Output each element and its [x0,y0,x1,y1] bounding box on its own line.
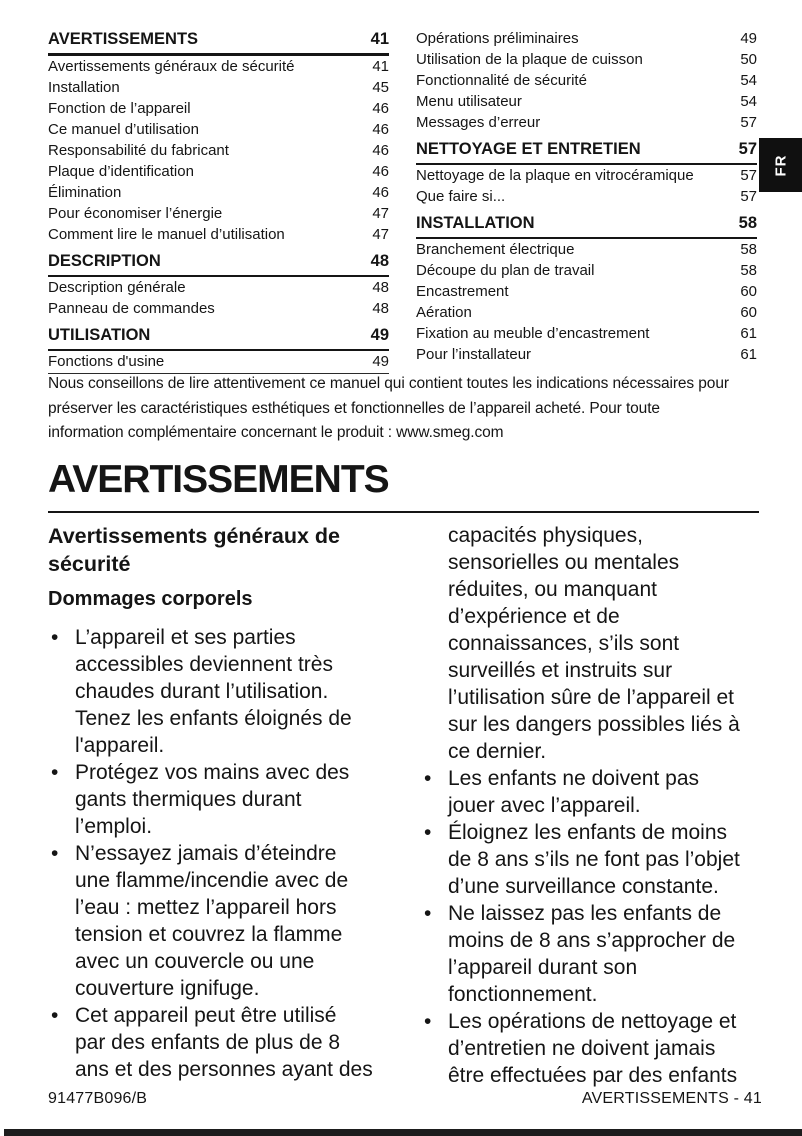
text-line: • Éloignez les enfants de moins [448,821,727,844]
toc-entry-label: Aération [416,304,472,321]
toc-entry-label: Fixation au meuble d’encastrement [416,325,650,342]
toc-entry [48,203,389,224]
bullet-item [48,624,393,759]
toc-entry-page-number: 46 [372,184,389,201]
toc-entry-label: Opérations préliminaires [416,30,579,47]
toc-entry-page-number: 47 [372,226,389,243]
toc-entry-page-number: 57 [740,188,757,205]
toc-entry-page-number: 61 [740,325,757,342]
toc-entry [48,119,389,140]
toc-entry-page-number: 46 [372,100,389,117]
bullet-list [48,624,393,1083]
toc-entry-label: NETTOYAGE ET ENTRETIEN [416,140,641,158]
toc-section-header [48,250,389,277]
toc-entry-label: Utilisation de la plaque de cuisson [416,51,643,68]
toc-entry-label: Plaque d’identification [48,163,194,180]
toc-entry [416,70,757,91]
toc-entry-label: Responsabilité du fabricant [48,142,229,159]
toc-entry-page-number: 54 [740,72,757,89]
toc-entry-label: AVERTISSEMENTS [48,30,199,48]
toc-entry-page-number: 45 [372,79,389,96]
body-column-right [421,522,762,1089]
text-line: de 8 ans s’ils ne font pas l’objet [448,848,740,871]
text-line: l’appareil durant son [448,956,638,979]
toc-entry-label: Panneau de commandes [48,300,215,317]
toc-entry [48,98,389,119]
toc-entry [48,77,389,98]
bullet-item [421,819,762,900]
text-line: avec un couvercle ou une [75,950,315,973]
toc-entry-label: Fonctions d'usine [48,353,165,370]
text-line: • N’essayez jamais d’éteindre [75,842,337,865]
text-line: capacités physiques, [448,524,643,547]
text-line: fonctionnement. [448,983,598,1006]
text-line: préserver les caractéristiques esthétiques et fonctionnelles de l’appareil acheté. Pour toute [48,399,660,417]
toc-entry-page-number: 46 [372,121,389,138]
text-line: tension et couvrez la flamme [75,923,343,946]
toc-entry [416,239,757,260]
page-title: AVERTISSEMENTS [48,458,759,513]
toc-entry-label: Découpe du plan de travail [416,262,595,279]
body-text [48,522,762,1089]
text-line: l’eau : mettez l’appareil hors [75,896,337,919]
bottom-bar [4,1129,802,1136]
toc-entry [416,112,757,133]
toc-entry-page-number: 57 [740,114,757,131]
toc-entry [416,260,757,281]
text-line: • Cet appareil peut être utilisé [75,1004,337,1027]
toc-entry-page-number: 57 [738,140,757,158]
toc-entry-page-number: 46 [372,163,389,180]
toc-entry [48,298,389,319]
text-line: l’emploi. [75,815,153,838]
text-line: • Les opérations de nettoyage et [448,1010,737,1033]
toc-entry [416,49,757,70]
toc-entry-page-number: 61 [740,346,757,363]
toc-entry-page-number: 58 [738,214,757,232]
toc-entry-page-number: 60 [740,283,757,300]
section-heading [48,522,393,578]
bullet-item [48,840,393,1002]
text-line: une flamme/incendie avec de [75,869,349,892]
text-line: Tenez les enfants éloignés de [75,707,352,730]
text-line: • L’appareil et ses parties [75,626,296,649]
toc-entry [48,140,389,161]
text-line: d’expérience et de [448,605,620,628]
text-line: chaudes durant l’utilisation. [75,680,329,703]
language-tab [759,138,802,192]
toc-entry-page-number: 41 [370,30,389,48]
toc-entry-page-number: 58 [740,241,757,258]
footer-chapter-page: AVERTISSEMENTS - 41 [581,1090,762,1107]
toc-entry-label: Encastrement [416,283,509,300]
toc-entry-page-number: 58 [740,262,757,279]
toc-entry [416,165,757,186]
text-line: jouer avec l’appareil. [448,794,641,817]
toc-entry-page-number: 57 [740,167,757,184]
toc-entry-page-number: 49 [740,30,757,47]
text-line: Nous conseillons de lire attentivement ce manuel qui contient toutes les indications nécessaires pour [48,375,729,392]
text-line: moins de 8 ans s’approcher de [448,929,736,952]
text-line: • Ne laissez pas les enfants de [448,902,722,925]
toc-entry-label: Ce manuel d’utilisation [48,121,199,138]
toc-entry-page-number: 49 [370,326,389,344]
toc-entry-label: Nettoyage de la plaque en vitrocéramique [416,167,694,184]
toc-entry-label: Messages d’erreur [416,114,541,131]
intro-paragraph [48,372,762,446]
document-code: 91477B096/B [48,1090,148,1107]
toc-entry [416,28,757,49]
toc-entry-label: Comment lire le manuel d’utilisation [48,226,285,243]
toc-entry-page-number: 60 [740,304,757,321]
continuation-paragraph [421,522,762,765]
toc-entry [48,277,389,298]
body-column-left [48,522,393,1089]
toc-entry [48,351,389,374]
page-footer [48,1090,762,1108]
toc-entry-page-number: 48 [372,279,389,296]
text-line: l’utilisation sûre de l’appareil et [448,686,734,709]
text-line: ans et des personnes ayant des [75,1058,373,1081]
text-line: gants thermiques durant [75,788,302,811]
toc-entry [416,186,757,207]
text-line: être effectuées par des enfants [448,1064,738,1087]
toc-entry [48,56,389,77]
toc-entry-label: Branchement électrique [416,241,575,258]
toc-entry-page-number: 49 [372,353,389,370]
toc-entry-label: Que faire si... [416,188,506,205]
toc-entry-label: DESCRIPTION [48,252,161,270]
toc-entry [48,224,389,245]
toc-entry-label: Pour l’installateur [416,346,532,363]
toc-entry-label: UTILISATION [48,326,151,344]
toc-entry-label: Avertissements généraux de sécurité [48,58,295,75]
toc-entry-label: Menu utilisateur [416,93,522,110]
bullet-item [421,765,762,819]
toc-entry [416,323,757,344]
text-line: accessibles deviennent très [75,653,333,676]
toc-entry-label: Pour économiser l’énergie [48,205,223,222]
text-line: Avertissements généraux de [48,524,340,548]
toc-entry [416,91,757,112]
toc-entry-label: Description générale [48,279,186,296]
text-line: sur les dangers possibles liés à [448,713,740,736]
toc-section-header [48,28,389,56]
toc-column-left [48,28,389,374]
toc-section-header [416,138,757,165]
text-line: sécurité [48,552,131,576]
text-line: • Protégez vos mains avec des [75,761,350,784]
toc-entry-page-number: 54 [740,93,757,110]
subsection-heading: Dommages corporels [48,588,253,610]
toc-entry [416,344,757,365]
toc-section-header [416,212,757,239]
text-line: connaissances, s’ils sont [448,632,680,655]
bullet-list [421,765,762,1089]
bullet-item [48,1002,393,1083]
toc-column-right [416,28,757,374]
toc-entry-page-number: 48 [370,252,389,270]
toc-entry-label: Fonction de l’appareil [48,100,191,117]
toc-entry-page-number: 48 [372,300,389,317]
text-line: information complémentaire concernant le produit : www.smeg.com [48,424,504,441]
text-line: réduites, ou manquant [448,578,657,601]
toc-entry [48,161,389,182]
bullet-item [421,1008,762,1089]
table-of-contents [48,28,757,374]
text-line: d’entretien ne doivent jamais [448,1037,716,1060]
toc-section-header [48,324,389,351]
toc-entry-page-number: 50 [740,51,757,68]
text-line: surveillés et instruits sur [448,659,673,682]
language-tab-label: FR [772,154,789,176]
text-line: couverture ignifuge. [75,977,260,1000]
toc-entry-label: Fonctionnalité de sécurité [416,72,587,89]
text-line: ce dernier. [448,740,547,763]
toc-entry-page-number: 46 [372,142,389,159]
toc-entry-label: Élimination [48,184,122,201]
toc-entry [416,302,757,323]
text-line: sensorielles ou mentales [448,551,680,574]
bullet-item [421,900,762,1008]
toc-entry-page-number: 47 [372,205,389,222]
toc-entry [48,182,389,203]
text-line: • Les enfants ne doivent pas [448,767,700,790]
toc-entry [416,281,757,302]
text-line: par des enfants de plus de 8 [75,1031,341,1054]
bullet-item [48,759,393,840]
text-line: l'appareil. [75,734,165,757]
toc-entry-label: Installation [48,79,120,96]
toc-entry-label: INSTALLATION [416,214,535,232]
text-line: d’une surveillance constante. [448,875,719,898]
toc-entry-page-number: 41 [372,58,389,75]
